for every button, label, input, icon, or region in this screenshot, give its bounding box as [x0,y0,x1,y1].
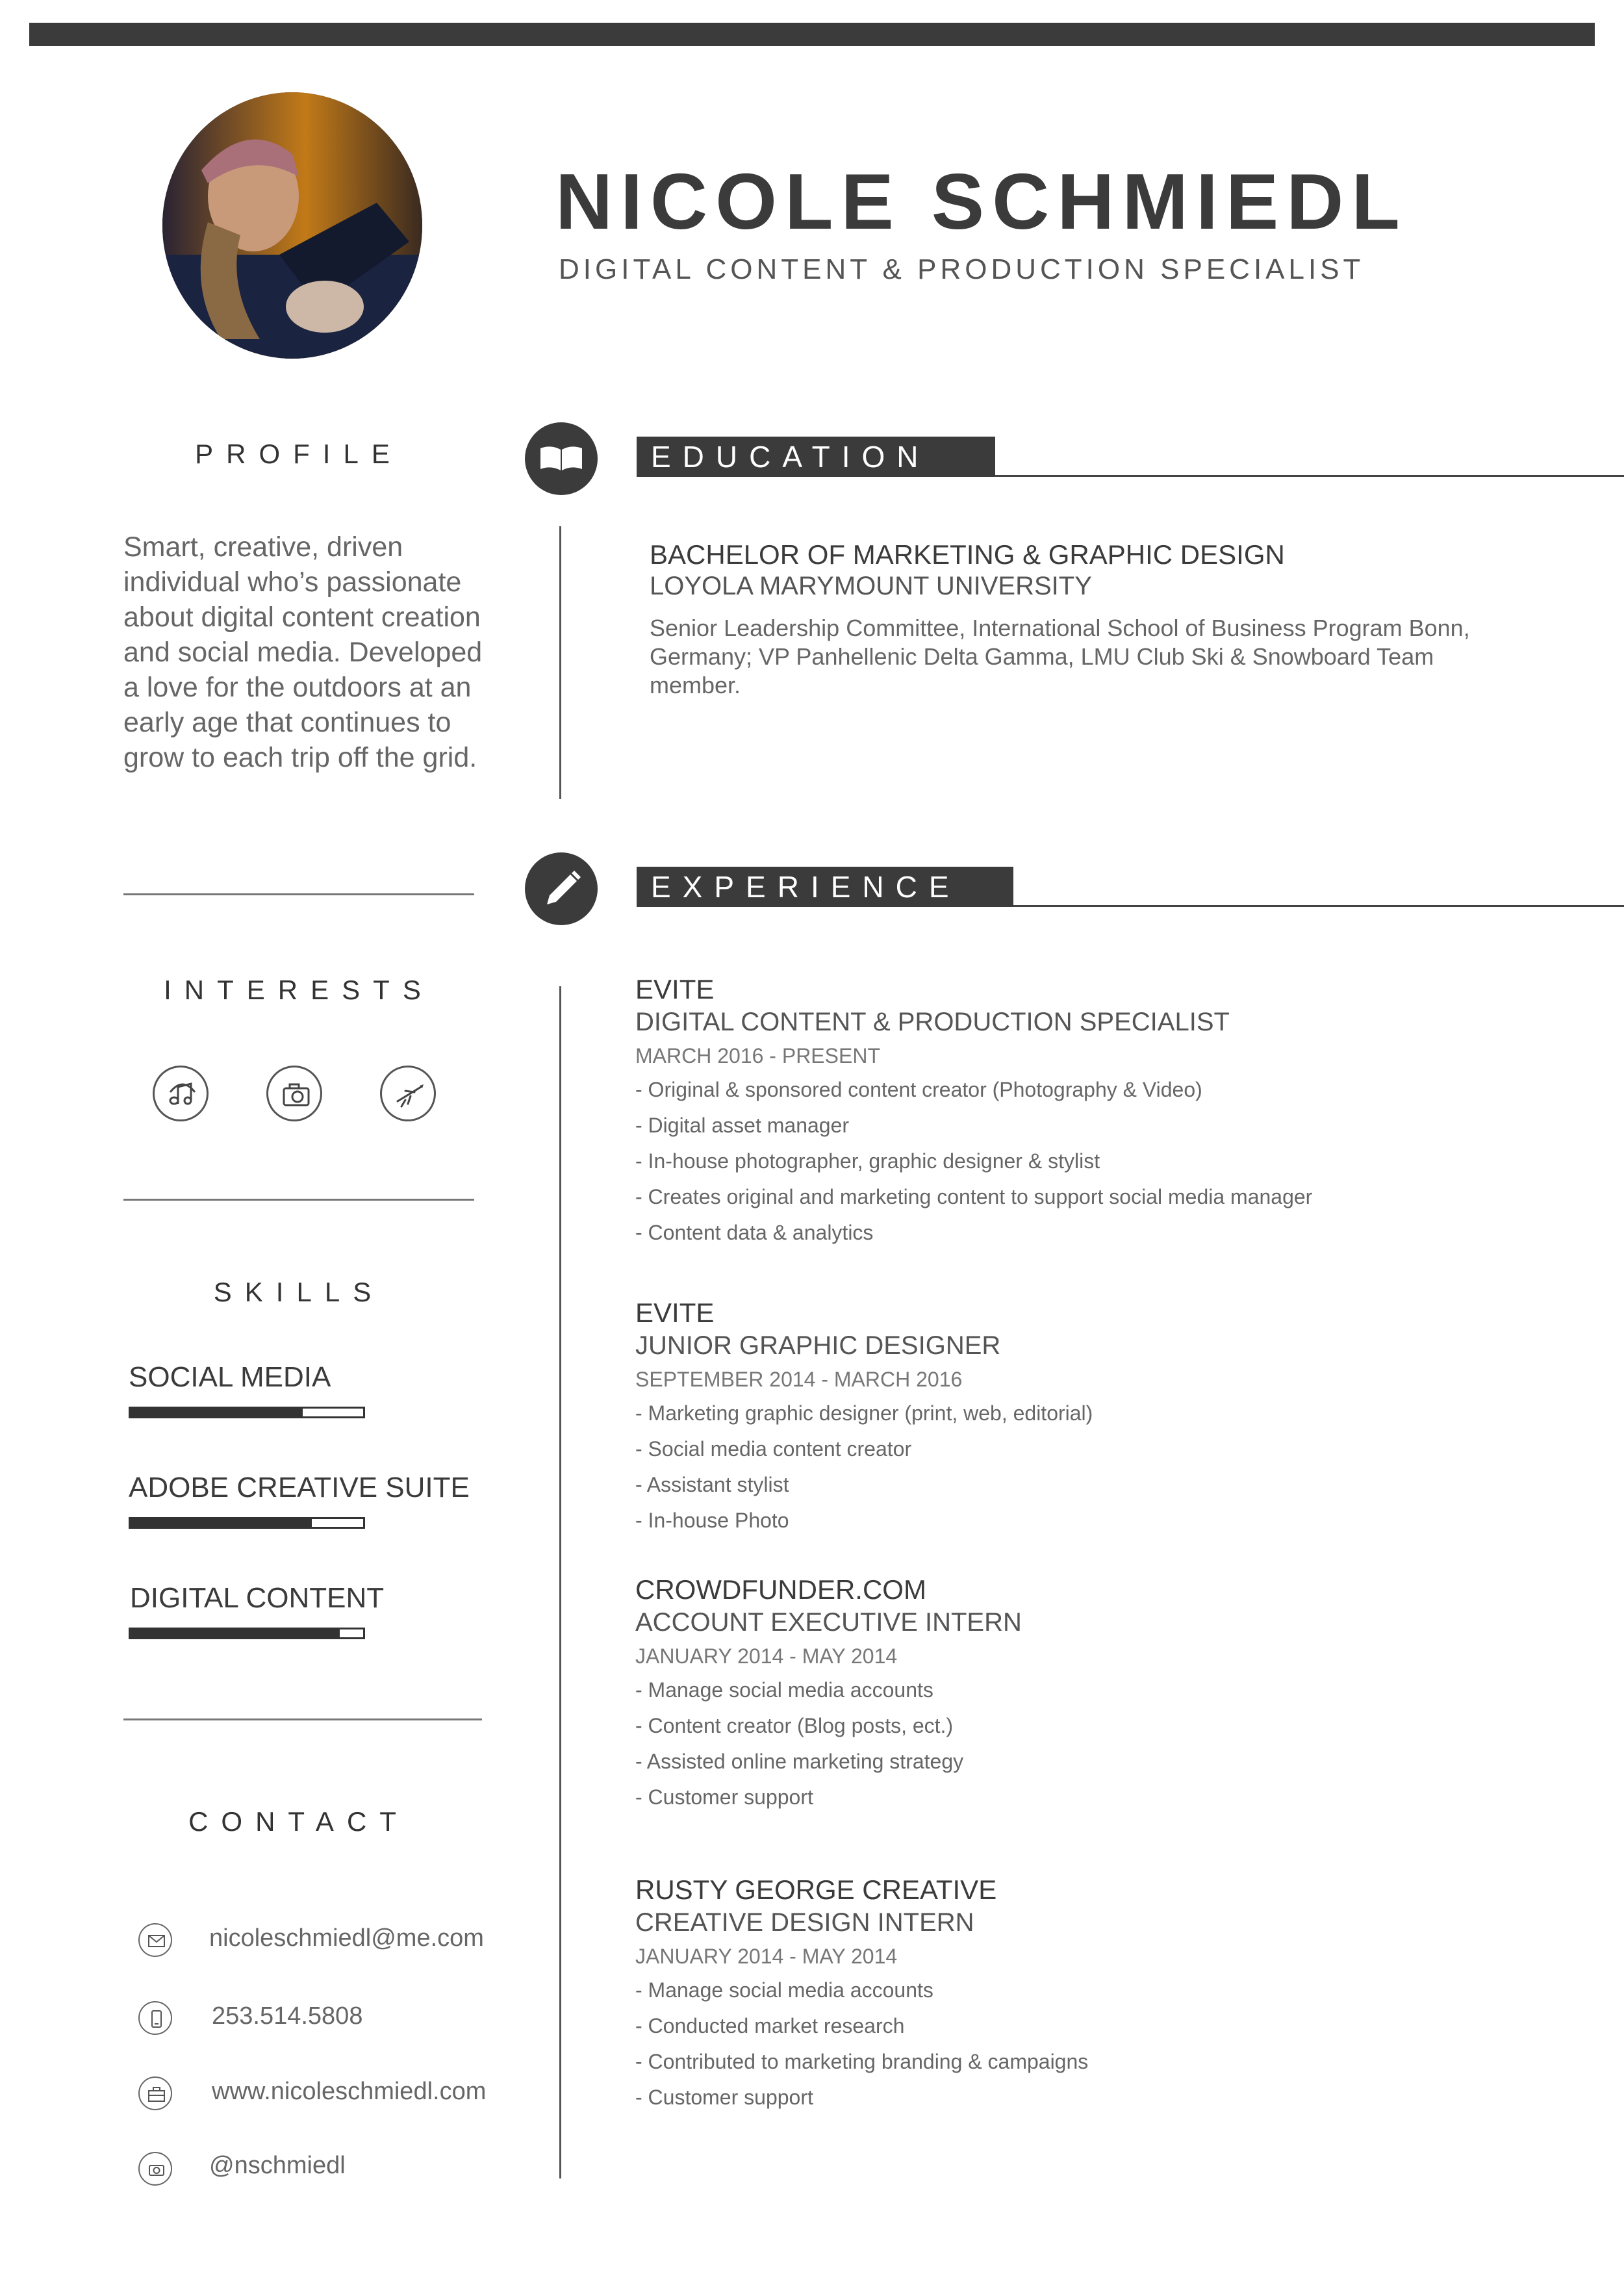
divider [123,1718,482,1720]
list-item: - Digital asset manager [635,1114,850,1137]
list-item: - Original & sponsored content creator (Photography & Video) [635,1078,1202,1101]
briefcase-icon [138,2076,172,2110]
skill-bar [129,1407,365,1418]
camera-icon [138,2152,172,2186]
book-icon [525,422,598,495]
list-item: - In-house photographer, graphic designer & stylist [635,1149,1100,1173]
divider [123,1199,474,1201]
job-bullets [635,1396,1545,1539]
edu-degree: BACHELOR OF MARKETING & GRAPHIC DESIGN [650,539,1285,570]
music-icon [153,1066,209,1121]
divider [123,893,474,895]
skill-bar-fill [131,1519,312,1527]
skills-heading: SKILLS [213,1277,385,1307]
job-company: CROWDFUNDER.COM [635,1574,926,1605]
pencil-icon [525,852,598,925]
job-company: EVITE [635,974,715,1004]
divider [1013,905,1624,907]
list-item: - Customer support [635,2086,813,2109]
list-item: - Manage social media accounts [635,1978,933,2002]
list-item: - Creates original and marketing content to support social media manager [635,1185,1313,1208]
job-dates: JANUARY 2014 - MAY 2014 [635,1644,898,1668]
list-item: - In-house Photo [635,1509,789,1532]
list-item: - Customer support [635,1785,813,1809]
job-role: ACCOUNT EXECUTIVE INTERN [635,1608,1022,1637]
timeline-line [559,986,561,2178]
edu-school: LOYOLA MARYMOUNT UNIVERSITY [650,572,1092,600]
phone-icon [138,2001,172,2035]
job-company: RUSTY GEORGE CREATIVE [635,1874,997,1905]
job-role: JUNIOR GRAPHIC DESIGNER [635,1331,1001,1360]
profile-text: Smart, creative, driven individual who’s passionate about digital content creation and social media. Developed a love for the outdoors at an early age that continues to grow to each trip off the grid. [123,531,483,773]
list-item: - Content creator (Blog posts, ect.) [635,1714,954,1737]
skill-bar-fill [131,1409,303,1416]
job-entry [635,1874,1545,2115]
list-item: - Assisted online marketing strategy [635,1750,964,1773]
job-bullets [635,1672,1545,1815]
job-dates: JANUARY 2014 - MAY 2014 [635,1945,898,1968]
profile-heading: PROFILE [195,439,403,469]
skill-bar [129,1517,365,1529]
camera-icon [266,1066,322,1121]
contact-website[interactable]: www.nicoleschmiedl.com [212,2078,487,2105]
airplane-icon [380,1066,436,1121]
list-item: - Contributed to marketing branding & campaigns [635,2050,1089,2073]
job-role: DIGITAL CONTENT & PRODUCTION SPECIALIST [635,1008,1230,1036]
divider [995,475,1624,477]
skill-label: ADOBE CREATIVE SUITE [129,1472,470,1503]
list-item: - Assistant stylist [635,1473,789,1496]
contact-instagram[interactable]: @nschmiedl [209,2152,346,2179]
timeline-line [559,526,561,799]
job-title: DIGITAL CONTENT & PRODUCTION SPECIALIST [559,253,1365,285]
list-item: - Marketing graphic designer (print, web, editorial) [635,1401,1093,1425]
job-entry [635,1297,1545,1539]
skill-bar-fill [131,1629,340,1637]
list-item: - Social media content creator [635,1437,912,1461]
list-item: - Content data & analytics [635,1221,874,1244]
contact-heading: CONTACT [188,1806,409,1837]
email-icon [138,1923,172,1957]
top-bar [29,23,1595,46]
skill-label: DIGITAL CONTENT [130,1582,385,1614]
job-bullets [635,1973,1545,2115]
job-bullets [635,1072,1545,1251]
list-item: - Manage social media accounts [635,1678,933,1702]
contact-email[interactable]: nicoleschmiedl@me.com [209,1924,484,1952]
avatar [162,92,422,359]
skill-bar [129,1628,365,1639]
job-company: EVITE [635,1297,715,1328]
skill-label: SOCIAL MEDIA [129,1361,331,1393]
education-heading: EDUCATION [637,437,995,477]
list-item: - Conducted market research [635,2014,905,2038]
job-entry [635,973,1545,1251]
job-dates: SEPTEMBER 2014 - MARCH 2016 [635,1368,963,1391]
page-title: NICOLE SCHMIEDL [555,157,1408,246]
interests-heading: INTERESTS [164,975,434,1005]
edu-description: Senior Leadership Committee, International School of Business Program Bonn, Germany; VP Panhellenic Delta Gamma, LMU Club Ski & Snowboard Team member. [650,615,1470,698]
experience-heading: EXPERIENCE [637,867,1013,907]
job-dates: MARCH 2016 - PRESENT [635,1044,880,1067]
job-role: CREATIVE DESIGN INTERN [635,1908,974,1937]
job-entry [635,1574,1545,1815]
contact-phone[interactable]: 253.514.5808 [212,2002,363,2030]
